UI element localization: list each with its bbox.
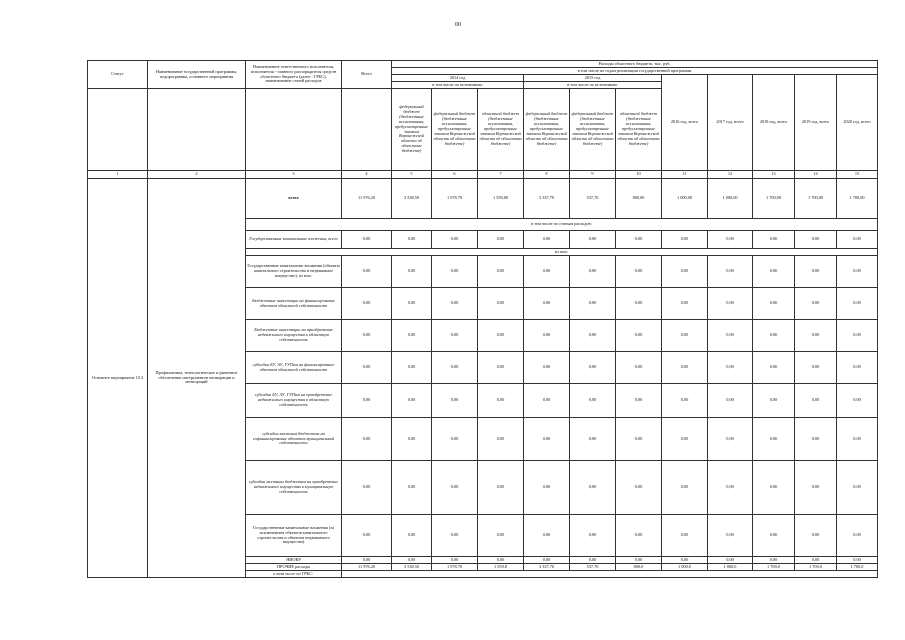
cell-value: 11 976,20 <box>342 179 392 219</box>
cell-value: 0,00 <box>342 515 392 557</box>
header-src-obl-2015: областной бюджет (бюджетные ассигнования, предусмотренные законом Воронежской области об областном бюджете) <box>616 89 662 171</box>
cell-value: 1 700,00 <box>795 179 837 219</box>
cell-value: 0,00 <box>392 288 432 320</box>
cell-value: 0,00 <box>524 256 570 288</box>
cell-value: 0,00 <box>837 418 878 461</box>
cell-value: 0,00 <box>662 384 708 418</box>
header-expenses: Расходы областного бюджета, тыс. руб. <box>392 61 878 68</box>
cell-value: 0,00 <box>616 231 662 249</box>
cell-value: 0,00 <box>432 231 478 249</box>
cell-value: 0,00 <box>570 461 616 515</box>
cell-value: 0,00 <box>432 557 478 564</box>
cell-value: 1 559,8 <box>478 564 524 571</box>
cell-value: 0,00 <box>478 256 524 288</box>
cell-value: 0,00 <box>478 231 524 249</box>
cell-value: 0,00 <box>662 352 708 384</box>
cell-value: 0,00 <box>478 461 524 515</box>
header-year-2014: 2014 год <box>392 75 524 82</box>
header-src-fed-2014b: федеральный бюджет (бюджетные ассигнования, предусмотренные законом Воронежской области об областном бюджете) <box>432 89 478 171</box>
cell-value: 0,00 <box>570 557 616 564</box>
cell-value: 0,00 <box>753 557 795 564</box>
header-src-fed-2015: федеральный бюджет (бюджетные ассигнования, предусмотренные законом Воронежской области об областном бюджете) <box>524 89 570 171</box>
header-2019: 2019 год, всего <box>795 75 837 171</box>
cell-value: 0,00 <box>662 461 708 515</box>
cell-value: 0,00 <box>392 352 432 384</box>
cell-value: 0,00 <box>478 320 524 352</box>
header-by-sources-2015: в том числе по источникам: <box>524 82 662 89</box>
col-number: 8 <box>524 171 570 179</box>
cell-value: 3 337,70 <box>524 564 570 571</box>
cell-value: 0,00 <box>708 231 753 249</box>
cell-value: 0,00 <box>392 256 432 288</box>
col-number: 13 <box>753 171 795 179</box>
cell-value: 0,00 <box>616 352 662 384</box>
header-2017: 2017 год, всего <box>708 75 753 171</box>
col-number: 11 <box>662 171 708 179</box>
cell-value: 0,00 <box>753 256 795 288</box>
cell-value: 0,00 <box>342 256 392 288</box>
row-label: в том числе по ГРБС: <box>246 571 342 578</box>
cell-value: 0,00 <box>616 557 662 564</box>
cell-value: 0,00 <box>432 352 478 384</box>
cell-value: 0,00 <box>837 384 878 418</box>
cell-value: 0,00 <box>524 320 570 352</box>
cell-value: 0,00 <box>662 256 708 288</box>
cell-value: 0,00 <box>432 418 478 461</box>
col-number: 4 <box>342 171 392 179</box>
cell-value: 11 976,20 <box>342 564 392 571</box>
cell-value: 0,00 <box>795 418 837 461</box>
cell-value: 0,00 <box>795 352 837 384</box>
cell-value: 0,00 <box>432 256 478 288</box>
row-label: субсидии местным бюджетам на софинансирование объектов муниципальной собственности <box>246 418 342 461</box>
row-label: ПРОЧИЕ расходы <box>246 564 342 571</box>
cell-value: 0,00 <box>616 320 662 352</box>
column-numbers-row <box>88 171 878 179</box>
col-number: 9 <box>570 171 616 179</box>
cell-value: 0,00 <box>570 515 616 557</box>
cell-value: 0,00 <box>392 515 432 557</box>
cell-value: 537,70 <box>570 179 616 219</box>
cell-value: 0,00 <box>478 352 524 384</box>
cell-value: 0,00 <box>795 320 837 352</box>
cell-value: 0,00 <box>342 461 392 515</box>
cell-value: 800,00 <box>616 179 662 219</box>
row-label: Бюджетные инвестиции на приобретение недвижимого имущества в областную собственность <box>246 320 342 352</box>
col-number: 1 <box>88 171 148 179</box>
header-src-fed-2015b: федеральный бюджет (бюджетные ассигнования, предусмотренные законом Воронежской области об областном бюджете) <box>570 89 616 171</box>
cell-value: 0,00 <box>795 231 837 249</box>
cell-value: 0,00 <box>795 515 837 557</box>
cell-value: 0,00 <box>662 288 708 320</box>
cell-value: 0,00 <box>478 515 524 557</box>
cell-value: 1 700,0 <box>837 564 878 571</box>
cell-value: 0,00 <box>342 288 392 320</box>
header-program-name: Наименование государственной программы, подпрограммы, основного мероприятия <box>148 61 246 89</box>
cell-value: 0,00 <box>837 288 878 320</box>
cell-value: 0,00 <box>837 352 878 384</box>
cell-value: 0,00 <box>432 461 478 515</box>
cell-value: 0,00 <box>392 418 432 461</box>
cell-value: 0,00 <box>524 352 570 384</box>
cell-value: 3 538,50 <box>392 179 432 219</box>
cell-value: 0,00 <box>708 557 753 564</box>
cell-value: 0,00 <box>524 461 570 515</box>
row-label: из них: <box>246 249 878 256</box>
row-label: Бюджетные инвестиции на финансирование объектов областной собственности <box>246 288 342 320</box>
cell-value: 0,00 <box>342 320 392 352</box>
col-number: 3 <box>246 171 342 179</box>
table-row <box>88 179 878 219</box>
cell-value: 0,00 <box>708 384 753 418</box>
cell-value: 0,00 <box>392 557 432 564</box>
cell-value: 0,00 <box>753 320 795 352</box>
cell-value: 0,00 <box>795 288 837 320</box>
cell-value: 0,00 <box>432 288 478 320</box>
cell-value: 3 538,50 <box>392 564 432 571</box>
cell-value: 0,00 <box>570 231 616 249</box>
cell-value: 0,00 <box>616 256 662 288</box>
cell-value: 0,00 <box>524 288 570 320</box>
header-2020: 2020 год, всего <box>837 75 878 171</box>
cell-value: 1 700,00 <box>753 179 795 219</box>
cell-value: 0,00 <box>795 384 837 418</box>
header-src-fed-2014: федеральный бюджет (бюджетные ассигнования, предусмотренные законом Воронежской области об областном бюджете) <box>392 89 432 171</box>
cell-value: 0,00 <box>795 557 837 564</box>
header-year-2015: 2015 год <box>524 75 662 82</box>
header-2016: 2016 год, всего <box>662 75 708 171</box>
cell-value: 0,00 <box>837 515 878 557</box>
row-label: Государственные капитальные вложения, всего <box>246 231 342 249</box>
cell-value: 0,00 <box>837 461 878 515</box>
col-number: 10 <box>616 171 662 179</box>
cell-value: 1 000,00 <box>708 179 753 219</box>
cell-value: 0,00 <box>753 288 795 320</box>
header-src-obl-2014: областной бюджет (бюджетные ассигнования, предусмотренные законом Воронежской области об областном бюджете) <box>478 89 524 171</box>
row-label: НИОКР <box>246 557 342 564</box>
cell-value: 0,00 <box>478 557 524 564</box>
row-label: субсидии БУ, АУ, ГУПам на финансирование объектов областной собственности <box>246 352 342 384</box>
cell-value: 537,70 <box>570 564 616 571</box>
cell-value: 0,00 <box>753 418 795 461</box>
cell-value: 1 700,0 <box>753 564 795 571</box>
cell-value: 0,00 <box>432 384 478 418</box>
col-number: 12 <box>708 171 753 179</box>
cell-value: 1 559,80 <box>478 179 524 219</box>
cell-value: 1 978,70 <box>432 179 478 219</box>
cell-value: 0,00 <box>342 557 392 564</box>
cell-value: 0,00 <box>662 418 708 461</box>
cell-value: 0,00 <box>708 320 753 352</box>
cell-value: 0,00 <box>837 320 878 352</box>
row-label: в том числе по статьям расходов: <box>246 219 878 231</box>
cell-value: 0,00 <box>616 418 662 461</box>
cell-value: 0,00 <box>570 256 616 288</box>
cell-value: 0,00 <box>342 231 392 249</box>
cell-value: 1 700,0 <box>795 564 837 571</box>
header-2018: 2018 год, всего <box>753 75 795 171</box>
cell-value: 0,00 <box>524 384 570 418</box>
cell-value: 0,00 <box>708 352 753 384</box>
cell-value: 0,00 <box>795 256 837 288</box>
cell-value: 0,00 <box>570 384 616 418</box>
cell-value: 0,00 <box>708 418 753 461</box>
cell-value: 0,00 <box>753 352 795 384</box>
cell-value: 0,00 <box>478 288 524 320</box>
cell-value: 0,00 <box>616 384 662 418</box>
cell-value: 0,00 <box>524 557 570 564</box>
cell-value: 0,00 <box>524 515 570 557</box>
cell-value: 0,00 <box>753 461 795 515</box>
row-label: Государственные капитальные вложения (за исключением объектов капитального строительства и объектов недвижимого имущества) <box>246 515 342 557</box>
cell-value: 0,00 <box>708 256 753 288</box>
cell-value: 0,00 <box>753 515 795 557</box>
cell-value: 0,00 <box>432 320 478 352</box>
cell-value: 1 000,0 <box>662 564 708 571</box>
col-number: 7 <box>478 171 524 179</box>
header-status: Статус <box>88 61 148 89</box>
cell-value: 1 978,70 <box>432 564 478 571</box>
row-label: Государственные капитальные вложения (объекты капитального строительства и недвижимое имущество), из них: <box>246 256 342 288</box>
cell-value: 0,00 <box>478 384 524 418</box>
cell-value: 0,00 <box>662 515 708 557</box>
cell-value: 0,00 <box>478 418 524 461</box>
col-number: 6 <box>432 171 478 179</box>
cell-value: 0,00 <box>570 352 616 384</box>
cell-value: 0,00 <box>616 515 662 557</box>
header-total: Всего <box>342 61 392 89</box>
page-number: 00 <box>455 22 461 28</box>
cell-value: 0,00 <box>753 231 795 249</box>
cell-value: 0,00 <box>342 384 392 418</box>
cell-value: 0,00 <box>708 461 753 515</box>
col-number: 15 <box>837 171 878 179</box>
cell-value: 0,00 <box>662 557 708 564</box>
cell-value: 0,00 <box>392 461 432 515</box>
header-by-years: в том числе по годам реализации государственной программы <box>392 68 878 75</box>
cell-value: 0,00 <box>392 384 432 418</box>
cell-value: 0,00 <box>570 288 616 320</box>
cell-value: 1 700,00 <box>837 179 878 219</box>
row-label: всего <box>246 179 342 219</box>
col-number: 2 <box>148 171 246 179</box>
cell-value: 0,00 <box>616 461 662 515</box>
budget-table <box>87 60 878 578</box>
row-label: субсидии местным бюджетам на приобретение недвижимого имущества в муниципальную собственность <box>246 461 342 515</box>
cell-value: 0,00 <box>524 418 570 461</box>
cell-value: 0,00 <box>342 418 392 461</box>
cell-value: 0,00 <box>616 288 662 320</box>
header-executor: Наименование ответственного исполнителя, исполнителя - главного распорядителя средств областного бюджета (далее - ГРБС), наименование статей расходов <box>246 61 342 89</box>
activity-name: Профилактика, технологическое и рыночное обеспечение инструментов мелиорации и мелиораций <box>148 179 246 578</box>
cell-value: 0,00 <box>837 557 878 564</box>
cell-value: 3 337,70 <box>524 179 570 219</box>
cell-value: 0,00 <box>524 231 570 249</box>
cell-value: 0,00 <box>570 320 616 352</box>
cell-value: 0,00 <box>570 418 616 461</box>
cell-value: 1 000,00 <box>662 179 708 219</box>
cell-value: 0,00 <box>342 352 392 384</box>
cell-value: 0,00 <box>795 461 837 515</box>
cell-value: 0,00 <box>392 231 432 249</box>
cell-value: 0,00 <box>837 256 878 288</box>
col-number: 14 <box>795 171 837 179</box>
cell-value: 0,00 <box>708 288 753 320</box>
cell-value: 0,00 <box>392 320 432 352</box>
cell-value: 0,00 <box>753 384 795 418</box>
cell-value: 0,00 <box>662 231 708 249</box>
activity-status: Основное мероприятие 10.3 <box>88 179 148 578</box>
cell-value: 1 000,0 <box>708 564 753 571</box>
cell-value: 0,00 <box>837 231 878 249</box>
col-number: 5 <box>392 171 432 179</box>
cell-value: 0,00 <box>708 515 753 557</box>
cell-value: 800,0 <box>616 564 662 571</box>
row-label: субсидии БУ, АУ, ГУПам на приобретение недвижимого имущества в областную собственность <box>246 384 342 418</box>
header-by-sources-2014: в том числе по источникам: <box>392 82 524 89</box>
cell-value: 0,00 <box>432 515 478 557</box>
cell-value: 0,00 <box>662 320 708 352</box>
